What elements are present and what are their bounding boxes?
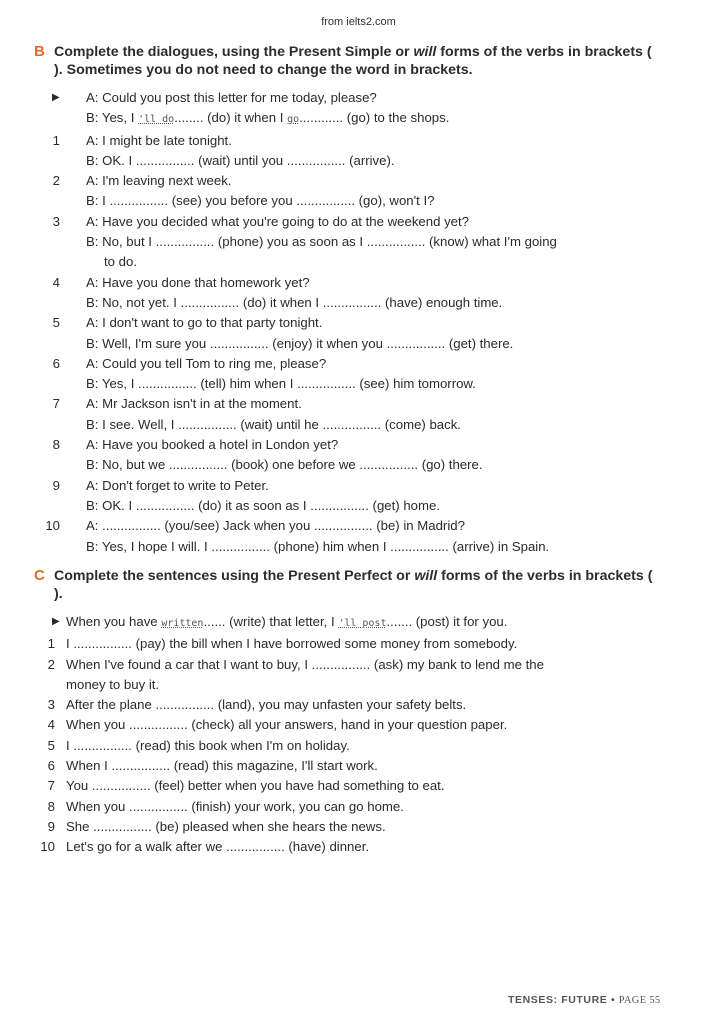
example-text: ...... (write) that letter, I: [203, 614, 339, 629]
item-number: 10: [45, 518, 60, 534]
dialogue-item: [34, 313, 664, 354]
instruction-emphasis: will: [413, 44, 437, 60]
instruction-text: Complete the dialogues, using the Present Simple or: [54, 44, 414, 60]
sentence-item: [34, 655, 664, 696]
sentence-item: [34, 817, 664, 837]
line-b: B: No, but I ................ (phone) you as soon as I ................ (know) what I'm going: [86, 234, 557, 250]
sentence-text: When I ................ (read) this magazine, I'll start work.: [66, 758, 378, 774]
exercise-c-letter: C: [34, 567, 45, 584]
example-text: When you have: [66, 614, 162, 629]
example-answer: 'll do: [138, 114, 175, 126]
item-number: 1: [47, 636, 55, 652]
source-note: from ielts2.com: [321, 16, 396, 28]
item-number: 9: [52, 477, 60, 493]
sentence-item: [34, 776, 664, 796]
line-b: B: Yes, I hope I will. I ................ (phone) him when I ................ (arrive) in Spain.: [86, 538, 550, 554]
exercise-b-instruction: [34, 43, 664, 79]
item-number: 4: [47, 717, 55, 733]
item-number: 1: [52, 132, 60, 148]
sentence-text: I ................ (read) this book when I'm on holiday.: [66, 737, 350, 753]
line-a: A: Have you done that homework yet?: [86, 274, 310, 290]
example-line-b: [86, 108, 664, 130]
line-a: A: ................ (you/see) Jack when you ................ (be) in Madrid?: [86, 518, 465, 534]
dialogue-item: [34, 273, 664, 314]
exercise-b: [34, 43, 664, 557]
item-number: 2: [52, 173, 60, 189]
line-b: B: OK. I ................ (wait) until you ................ (arrive).: [86, 152, 395, 168]
instruction-text: forms of the verbs in brackets ( ).: [54, 568, 653, 602]
instruction-text: Complete the sentences using the Present Perfect or: [54, 568, 415, 584]
item-number: 8: [47, 798, 55, 814]
line-a: A: Could you tell Tom to ring me, please?: [86, 355, 327, 371]
sentence-text: When you ................ (check) all your answers, hand in your question paper.: [66, 717, 508, 733]
item-number: 8: [52, 437, 60, 453]
example-arrow-icon: ▶: [52, 92, 60, 103]
example-text: ............ (go) to the shops.: [299, 110, 450, 126]
page-footer: [508, 994, 660, 1006]
item-number: 3: [52, 213, 60, 229]
line-b: B: I ................ (see) you before you ................ (go), won't I?: [86, 193, 435, 209]
instruction-text: forms of the verbs in brackets ( ). Sometimes you do not need to change the word in brackets.: [54, 44, 652, 78]
sentence-item: [34, 695, 664, 715]
example-answer: written: [161, 618, 204, 629]
sentence-text: You ................ (feel) better when you have had something to eat.: [66, 778, 445, 794]
footer-bullet: •: [610, 994, 616, 1006]
line-a: A: I don't want to go to that party tonight.: [86, 315, 323, 331]
exercise-c-items: [34, 612, 664, 858]
item-number: 6: [52, 355, 60, 371]
example-text: ........ (do) it when I: [174, 110, 288, 126]
sentence-text: After the plane ................ (land), you may unfasten your safety belts.: [66, 697, 467, 713]
example-item: [34, 612, 664, 634]
sentence-text: When you ................ (finish) your work, you can go home.: [66, 798, 404, 814]
dialogue-item: [34, 476, 664, 517]
dialogue-item: [34, 131, 664, 172]
example-text: ....... (post) it for you.: [386, 614, 508, 629]
item-number: 4: [52, 274, 60, 290]
exercise-b-letter: B: [34, 43, 45, 60]
dialogue-item: [34, 212, 664, 273]
line-b: B: Yes, I ................ (tell) him when I ................ (see) him tomorrow.: [86, 376, 476, 392]
sentence-item: [34, 797, 664, 817]
sentence-item: [34, 715, 664, 735]
footer-label: TENSES: FUTURE: [508, 994, 608, 1006]
exercise-b-items: [34, 88, 664, 557]
dialogue-item: [34, 435, 664, 476]
line-a: A: Mr Jackson isn't in at the moment.: [86, 396, 302, 412]
sentence-text: I ................ (pay) the bill when I have borrowed some money from somebody.: [66, 636, 518, 652]
example-line-a: A: Could you post this letter for me today, please?: [86, 90, 377, 105]
line-b: B: No, not yet. I ................ (do) it when I ................ (have) enough time.: [86, 294, 503, 310]
dialogue-item: [34, 354, 664, 395]
dialogue-item: [34, 516, 664, 557]
example-answer: 'll post: [338, 618, 387, 629]
line-a: A: Have you decided what you're going to do at the weekend yet?: [86, 213, 470, 229]
item-number: 5: [47, 737, 55, 753]
example-item: [34, 88, 664, 131]
item-number: 6: [47, 758, 55, 774]
example-arrow-icon: ▶: [52, 616, 60, 627]
exercise-c: [34, 567, 664, 858]
sentence-text: Let's go for a walk after we ................ (have) dinner.: [66, 839, 370, 855]
item-number: 2: [47, 656, 55, 672]
sentence-item: [34, 756, 664, 776]
item-number: 7: [52, 396, 60, 412]
item-number: 7: [47, 778, 55, 794]
line-a: A: I'm leaving next week.: [86, 173, 232, 189]
line-continuation: to do.: [104, 254, 137, 270]
page-number: PAGE 55: [618, 995, 661, 1006]
example-answer: go: [287, 114, 300, 126]
item-number: 3: [47, 697, 55, 713]
instruction-emphasis: will: [414, 568, 438, 584]
sentence-item: [34, 736, 664, 756]
exercise-c-instruction: [34, 567, 664, 603]
example-line: [66, 612, 664, 634]
line-a: A: Don't forget to write to Peter.: [86, 477, 269, 493]
item-number: 10: [40, 839, 55, 855]
line-b: B: I see. Well, I ................ (wait) until he ................ (come) back.: [86, 416, 461, 432]
sentence-item: [34, 634, 664, 654]
line-b: B: Well, I'm sure you ................ (enjoy) it when you ................ (get) there.: [86, 335, 514, 351]
dialogue-list: [34, 131, 664, 557]
example-text: B: Yes, I: [86, 110, 139, 126]
dialogue-item: [34, 394, 664, 435]
line-b: B: OK. I ................ (do) it as soon as I ................ (get) home.: [86, 497, 440, 513]
item-number: 9: [47, 818, 55, 834]
line-a: A: Have you booked a hotel in London yet?: [86, 437, 339, 453]
sentence-item: [34, 837, 664, 857]
sentence-list: [34, 634, 664, 857]
dialogue-item: [34, 171, 664, 212]
sentence-text: She ................ (be) pleased when she hears the news.: [66, 818, 386, 834]
sentence-text: When I've found a car that I want to buy, I ................ (ask) my bank to lend me the: [66, 656, 544, 672]
line-a: A: I might be late tonight.: [86, 132, 232, 148]
line-b: B: No, but we ................ (book) one before we ................ (go) there.: [86, 457, 483, 473]
line-continuation: money to buy it.: [66, 676, 160, 692]
item-number: 5: [52, 315, 60, 331]
